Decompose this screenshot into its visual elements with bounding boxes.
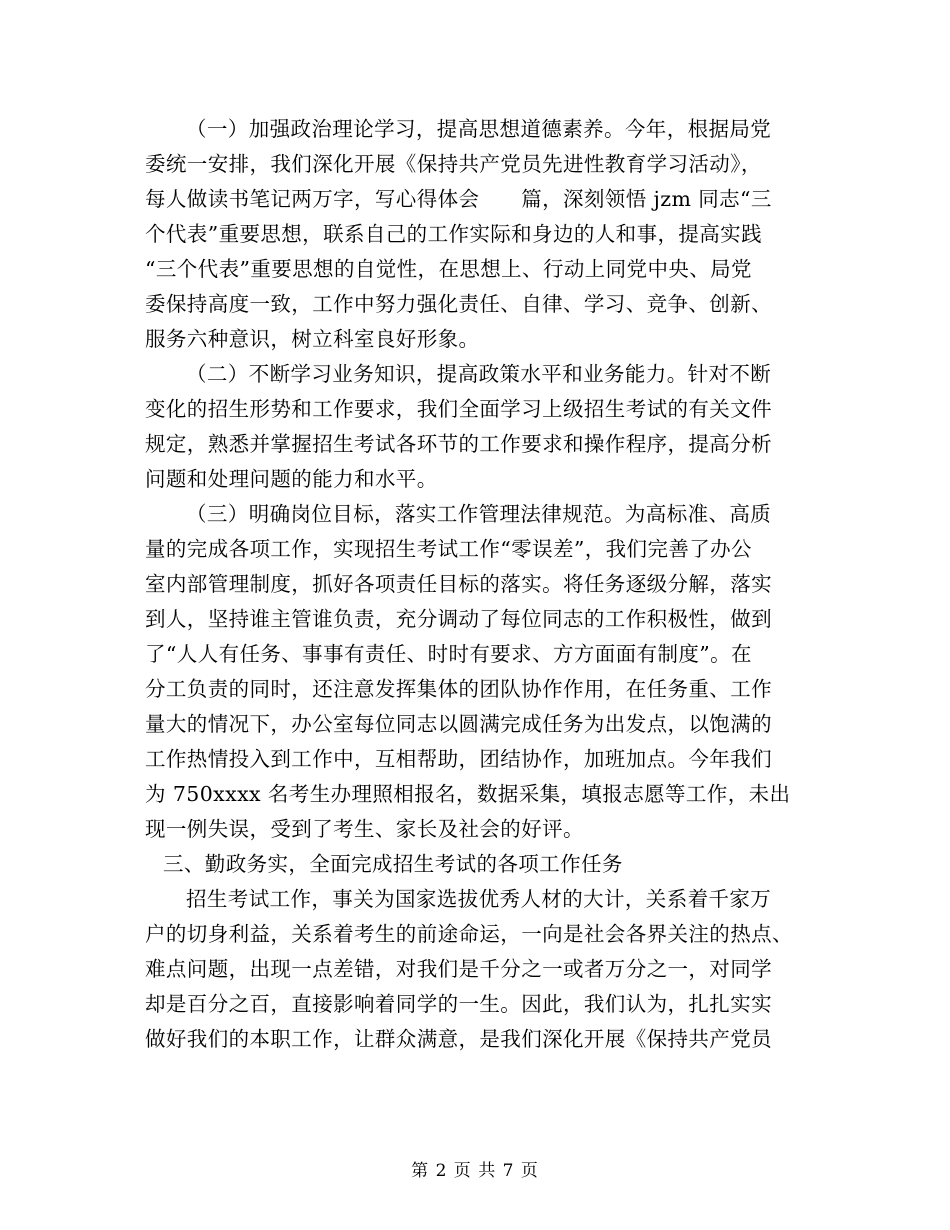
paragraph-4-line: 难点问题，出现一点差错，对我们是千分之一或者万分之一，对同学	[145, 957, 772, 981]
paragraph-3-line: 量大的情况下，办公室每位同志以圆满完成任务为出发点，以饱满的	[145, 712, 772, 736]
paragraph-4-line: 招生考试工作，事关为国家选拔优秀人材的大计，关系着千家万	[186, 887, 772, 911]
paragraph-2-line: 变化的招生形势和工作要求，我们全面学习上级招生考试的有关文件	[145, 397, 772, 421]
paragraph-3-line: （三）明确岗位目标，落实工作管理法律规范。为高标准、高质	[186, 502, 772, 526]
paragraph-3-line: 室内部管理制度，抓好各项责任目标的落实。将任务逐级分解，落实	[145, 572, 772, 596]
paragraph-1-line: 每人做读书笔记两万字，写心得体会 篇，深刻领悟 jzm 同志“三	[145, 187, 772, 211]
paragraph-3-line: 现一例失误，受到了考生、家长及社会的好评。	[145, 817, 584, 841]
paragraph-3-line: 分工负责的同时，还注意发挥集体的团队协作作用，在任务重、工作	[145, 677, 772, 701]
paragraph-3-line: 到人，坚持谁主管谁负责，充分调动了每位同志的工作积极性，做到	[145, 607, 772, 631]
paragraph-4-line: 却是百分之百，直接影响着同学的一生。因此，我们认为，扎扎实实	[145, 992, 772, 1016]
paragraph-1-line: “三个代表”重要思想的自觉性，在思想上、行动上同党中央、局党	[145, 257, 752, 281]
paragraph-3-line: 工作热情投入到工作中，互相帮助，团结协作，加班加点。今年我们	[145, 747, 772, 771]
paragraph-3-line: 为 750xxxx 名考生办理照相报名，数据采集，填报志愿等工作，未出	[145, 782, 791, 806]
paragraph-3-line: 了“人人有任务、事事有责任、时时有要求、方方面面有制度”。在	[145, 642, 752, 666]
paragraph-1-line: 服务六种意识，树立科室良好形象。	[145, 327, 480, 351]
paragraph-2-line: 问题和处理问题的能力和水平。	[145, 467, 438, 491]
paragraph-1-line: 个代表”重要思想，联系自己的工作实际和身边的人和事，提高实践	[145, 222, 762, 246]
paragraph-2-line: 规定，熟悉并掌握招生考试各环节的工作要求和操作程序，提高分析	[145, 432, 772, 456]
paragraph-3-line: 量的完成各项工作，实现招生考试工作“零误差”，我们完善了办公	[145, 537, 752, 561]
paragraph-2-line: （二）不断学习业务知识，提高政策水平和业务能力。针对不断	[186, 362, 772, 386]
page-number-footer: 第 2 页 共 7 页	[411, 1161, 539, 1181]
paragraph-4-line: 做好我们的本职工作，让群众满意，是我们深化开展《保持共产党员	[145, 1027, 772, 1051]
paragraph-4-line: 户的切身利益，关系着考生的前途命运，一向是社会各界关注的热点、	[145, 922, 793, 946]
paragraph-1-line: （一）加强政治理论学习，提高思想道德素养。今年，根据局党	[186, 117, 772, 141]
paragraph-1-line: 委保持高度一致，工作中努力强化责任、自律、学习、竞争、创新、	[145, 292, 772, 316]
paragraph-1-line: 委统一安排，我们深化开展《保持共产党员先进性教育学习活动》，	[145, 152, 762, 176]
section-heading: 三、勤政务实，全面完成招生考试的各项工作任务	[163, 852, 623, 876]
